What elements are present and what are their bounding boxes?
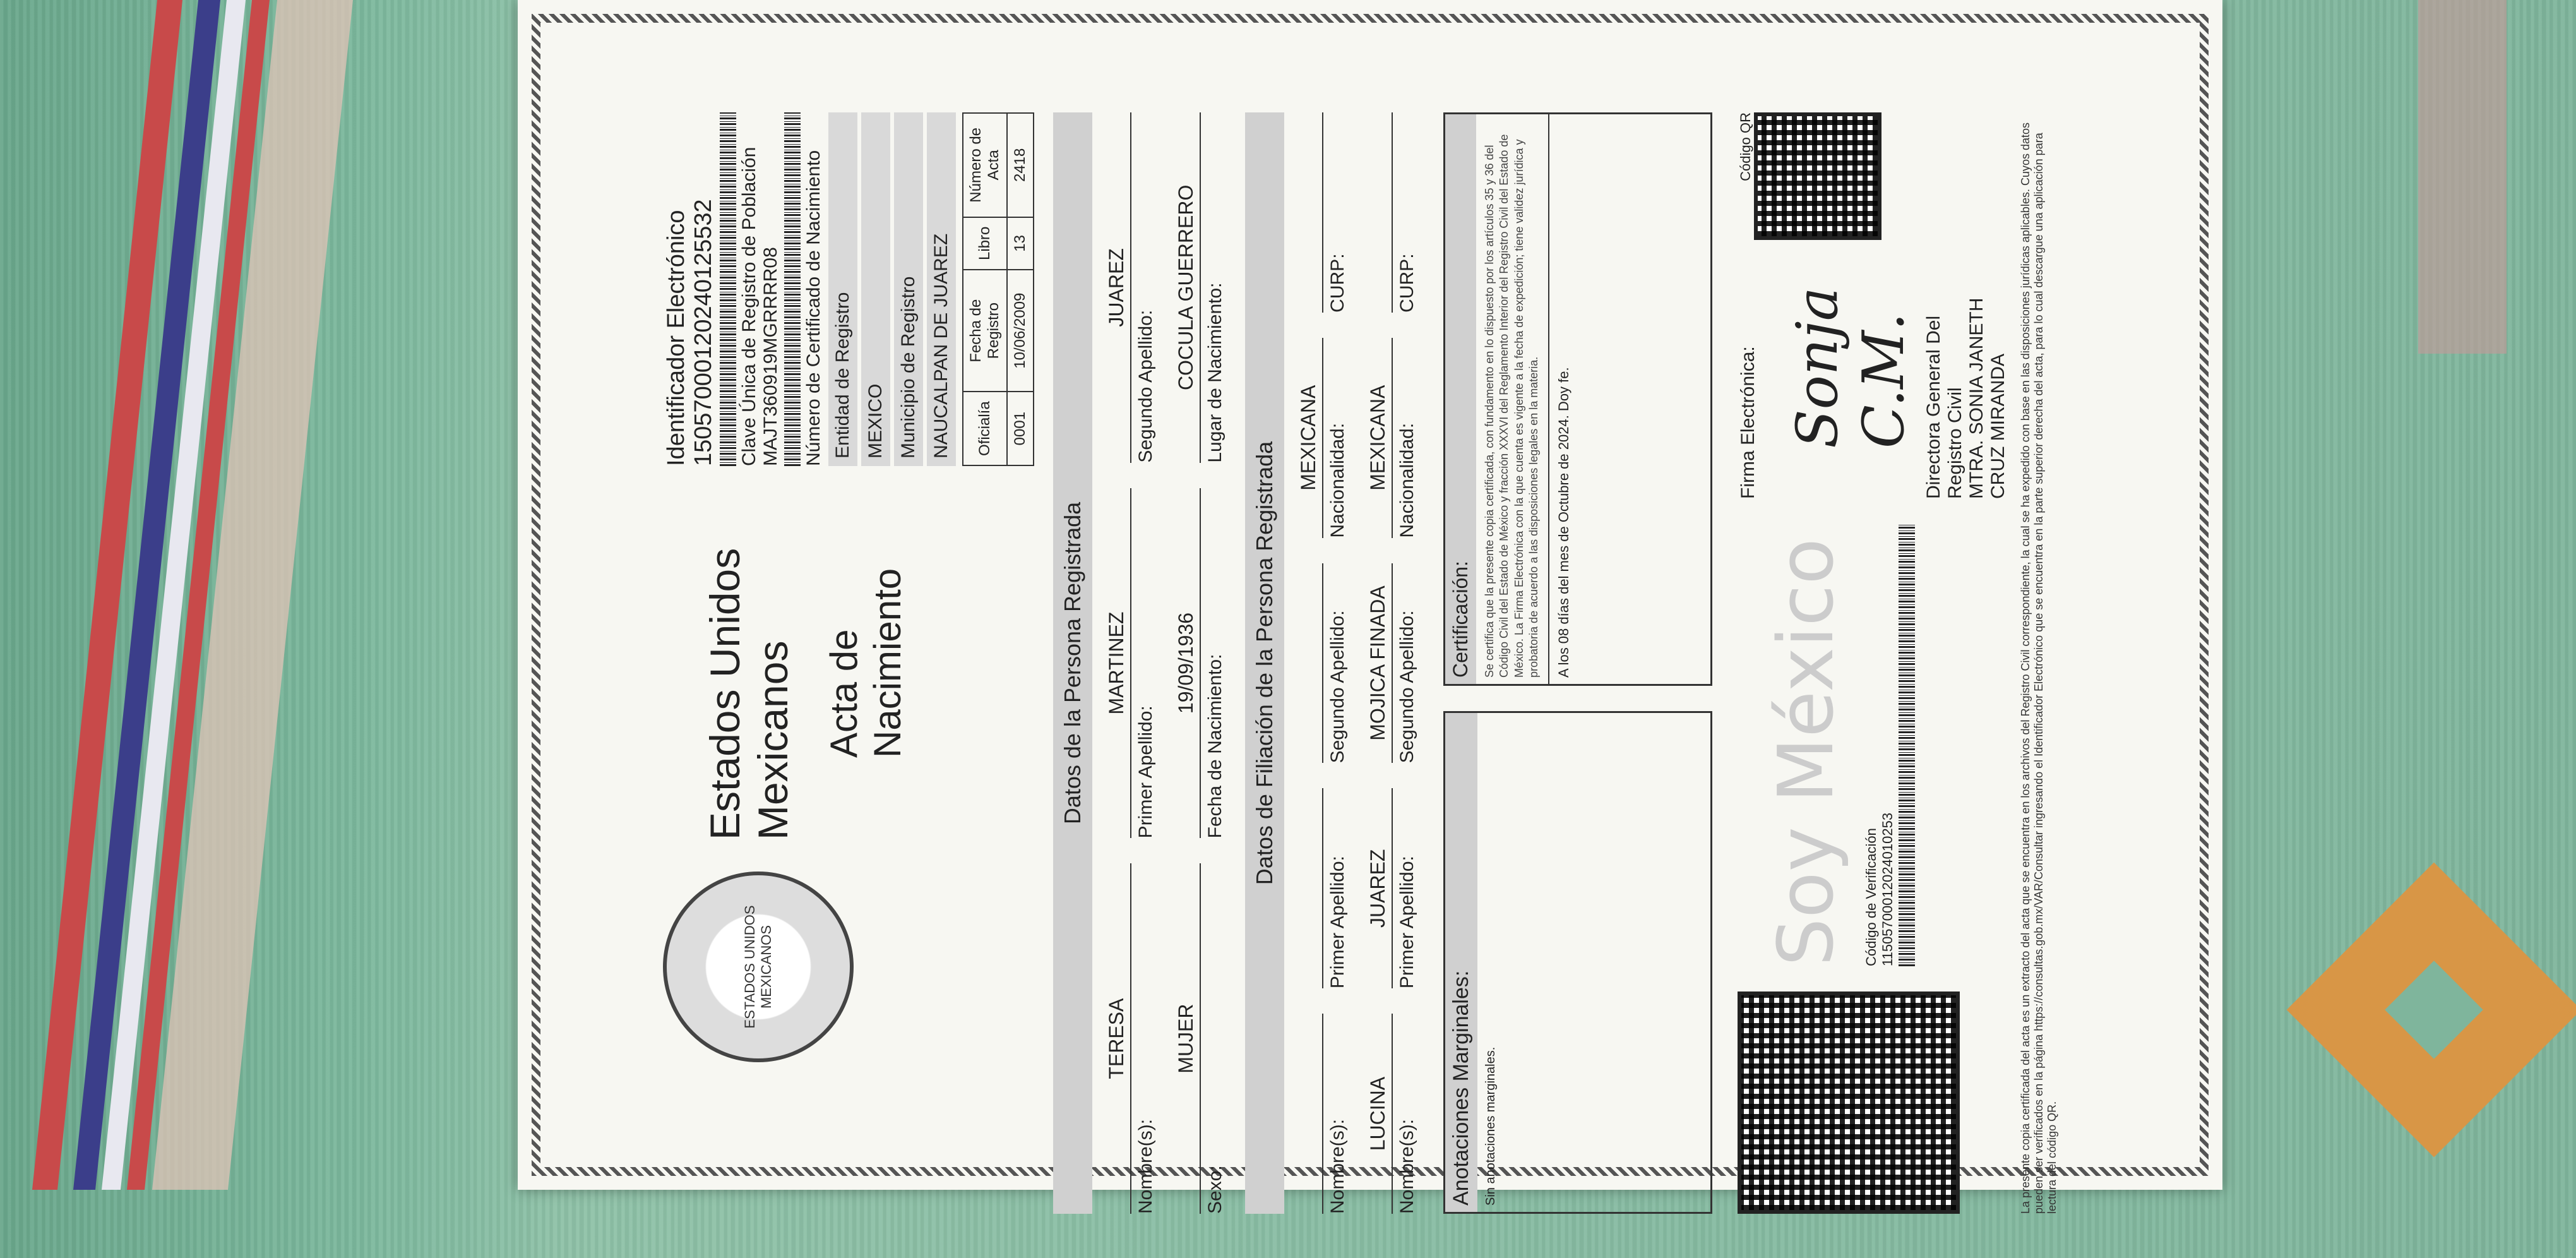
seal-text: ESTADOS UNIDOS MEXICANOS (742, 905, 774, 1029)
field-value: JUAREZ (1366, 788, 1393, 988)
person-lugar (1174, 112, 1226, 463)
municipality-value: NAUCALPAN DE JUAREZ (927, 112, 956, 466)
field-value: JUAREZ (1105, 112, 1131, 463)
small-qr-block (1738, 112, 1881, 240)
document-title: Acta de Nacimiento (823, 568, 909, 758)
certificacion-box (1443, 112, 1712, 686)
field-value (1174, 112, 1201, 463)
handwritten-signature: Sonja C.M. (1784, 287, 1917, 448)
parent2-primer (1366, 788, 1418, 988)
parent1-primer (1297, 788, 1349, 988)
municipality-label: Municipio de Registro (894, 112, 923, 466)
field-label: Lugar de Nacimiento: (1205, 282, 1225, 463)
document-footer (1738, 112, 2009, 1214)
field-label: Primer Apellido: (1327, 856, 1348, 989)
field-value (1297, 788, 1323, 988)
parent1-curp (1297, 112, 1349, 313)
reg-header: Fecha de Registro (963, 270, 1007, 392)
certificacion-title: Certificación: (1445, 114, 1476, 684)
firma-label: Firma Electrónica: (1738, 346, 1758, 499)
curp-label: Clave Única de Registro de Población (739, 147, 760, 466)
field-value: MUJER (1174, 863, 1201, 1214)
field-value: MARTINEZ (1105, 488, 1131, 839)
field-label: Nombre(s): (1397, 1118, 1417, 1214)
filiacion-section-title: Datos de Filiación de la Persona Registrada (1245, 112, 1284, 1214)
field-value (1297, 1014, 1323, 1214)
anotaciones-title: Anotaciones Marginales: (1445, 713, 1477, 1212)
field-label: Primer Apellido: (1135, 705, 1156, 839)
person-fields (1105, 112, 1226, 1214)
person-fecha (1174, 488, 1226, 839)
certificacion-date: A los 08 días del mes de Octubre de 2024. Doy fe. (1548, 114, 1578, 684)
field-label: Nombre(s): (1135, 1118, 1156, 1214)
qr-label: Código QR (1738, 112, 1753, 181)
entity-label: Entidad de Registro (828, 112, 857, 466)
lugar-state: GUERRERO (1174, 184, 1197, 302)
curp-barcode (784, 112, 801, 466)
title-block (663, 498, 909, 840)
field-value: LUCINA (1366, 1014, 1393, 1214)
reg-header: Libro (963, 217, 1007, 270)
reg-value: 10/06/2009 (1007, 270, 1034, 392)
birth-certificate (518, 0, 2222, 1214)
certificacion-body: Se certifica que la presente copia certificada, con fundamento en lo dispuesto por los artículos 35 y 36 del Código Civil del Estado de México y fracción XXXVI del Reglamento Interior del Registro Civil del Estado de México. La Firma Electrónica con la que cuenta es vigente a la fecha de expedición; tiene validez jurídica y probatoria de acuerdo a las disposiciones legales en la materia. (1483, 134, 1541, 678)
field-value: MEXICANA (1366, 338, 1393, 538)
field-label: Nacionalidad: (1397, 422, 1417, 538)
reg-value: 13 (1007, 217, 1034, 270)
parent1-nacionalidad (1297, 338, 1349, 538)
field-label: Fecha de Nacimiento: (1205, 654, 1225, 839)
country-title: Estados Unidos Mexicanos (701, 548, 796, 840)
parent2-segundo (1366, 563, 1418, 764)
anotaciones-body: Sin anotaciones marginales. (1484, 1046, 1498, 1206)
identifier-label: Identificador Electrónico (663, 210, 689, 466)
document-content (612, 68, 2317, 1258)
person-section-title: Datos de la Persona Registrada (1053, 112, 1092, 1214)
soy-mexico-watermark: Soy México (1763, 538, 1851, 966)
field-value (1297, 563, 1323, 764)
certificate-label: Número de Certificado de Nacimiento (803, 150, 824, 466)
verif-barcode (1899, 524, 1915, 966)
field-value: TERESA (1105, 863, 1131, 1214)
verif-value: 11505700012024010253 (1880, 812, 1895, 966)
cloth-pattern (2418, 0, 2507, 354)
director-title: Directora General Del Registro Civil (1923, 315, 1965, 499)
field-value (1366, 112, 1393, 313)
field-label: Primer Apellido: (1397, 856, 1417, 989)
field-label: Segundo Apellido: (1397, 610, 1417, 764)
national-seal-icon (663, 872, 854, 1062)
person-primer (1105, 488, 1157, 839)
identifier-barcode (720, 112, 736, 466)
parent2-curp (1366, 112, 1418, 313)
field-label: CURP: (1397, 253, 1417, 313)
parent1-nombre (1297, 1014, 1349, 1214)
field-label: Nacionalidad: (1327, 422, 1348, 538)
filiacion-fields (1297, 112, 1418, 1214)
entity-value: MEXICO (861, 112, 890, 466)
parent2-nombre (1366, 1014, 1418, 1214)
field-value: 19/09/1936 (1174, 488, 1201, 839)
legal-disclaimer: La presente copia certificada del acta es un extracto del acta que se encuentra en los archivos del Registro Civil correspondiente, la cual se ha expedido con base en las disposiciones jurídicas aplicables. Cuyos datos pueden ser verificados en la página https://consultas.gob.mx/VAR/Consultar ingresando el Identificador Electrónico que se encuentra en la parte superior derecha del acta, para lo cual descargue una aplicación para lectura del código QR. (2019, 122, 2058, 1214)
reg-value: 2418 (1007, 113, 1034, 217)
field-value: MOJICA FINADA (1366, 563, 1393, 764)
registry-table (962, 112, 1034, 466)
parent2-nacionalidad (1366, 338, 1418, 538)
person-segundo (1105, 112, 1157, 463)
curp-value: MAJT360919MGRRRR08 (760, 247, 781, 466)
parent1-segundo (1297, 563, 1349, 764)
verification-block (1738, 524, 1917, 966)
annotations-row (1443, 112, 1712, 1214)
field-value (1297, 112, 1323, 313)
reg-header: Oficialía (963, 392, 1007, 465)
identifier-value: 15057000120240125532 (690, 199, 717, 466)
signature-block (1738, 265, 2009, 499)
reg-value: 0001 (1007, 392, 1034, 465)
identifier-block (663, 112, 1034, 466)
reg-header: Número de Acta (963, 113, 1007, 217)
document-header (663, 112, 1034, 1214)
director-name: MTRA. SONIA JANETH CRUZ MIRANDA (1966, 297, 2008, 499)
field-label: Segundo Apellido: (1327, 610, 1348, 764)
qr-code-icon (1738, 991, 1960, 1214)
field-label: CURP: (1327, 253, 1348, 313)
field-label: Segundo Apellido: (1135, 309, 1156, 463)
person-nombre (1105, 863, 1157, 1214)
field-label: Nombre(s): (1327, 1118, 1348, 1214)
small-qr-code-icon (1754, 112, 1881, 240)
field-value: MEXICANA (1297, 338, 1323, 538)
verif-label: Código de Verificación (1863, 828, 1879, 966)
lugar-city: COCULA (1174, 307, 1197, 391)
anotaciones-box (1443, 711, 1712, 1214)
person-sexo (1174, 863, 1226, 1214)
field-label: Sexo: (1205, 1165, 1225, 1214)
